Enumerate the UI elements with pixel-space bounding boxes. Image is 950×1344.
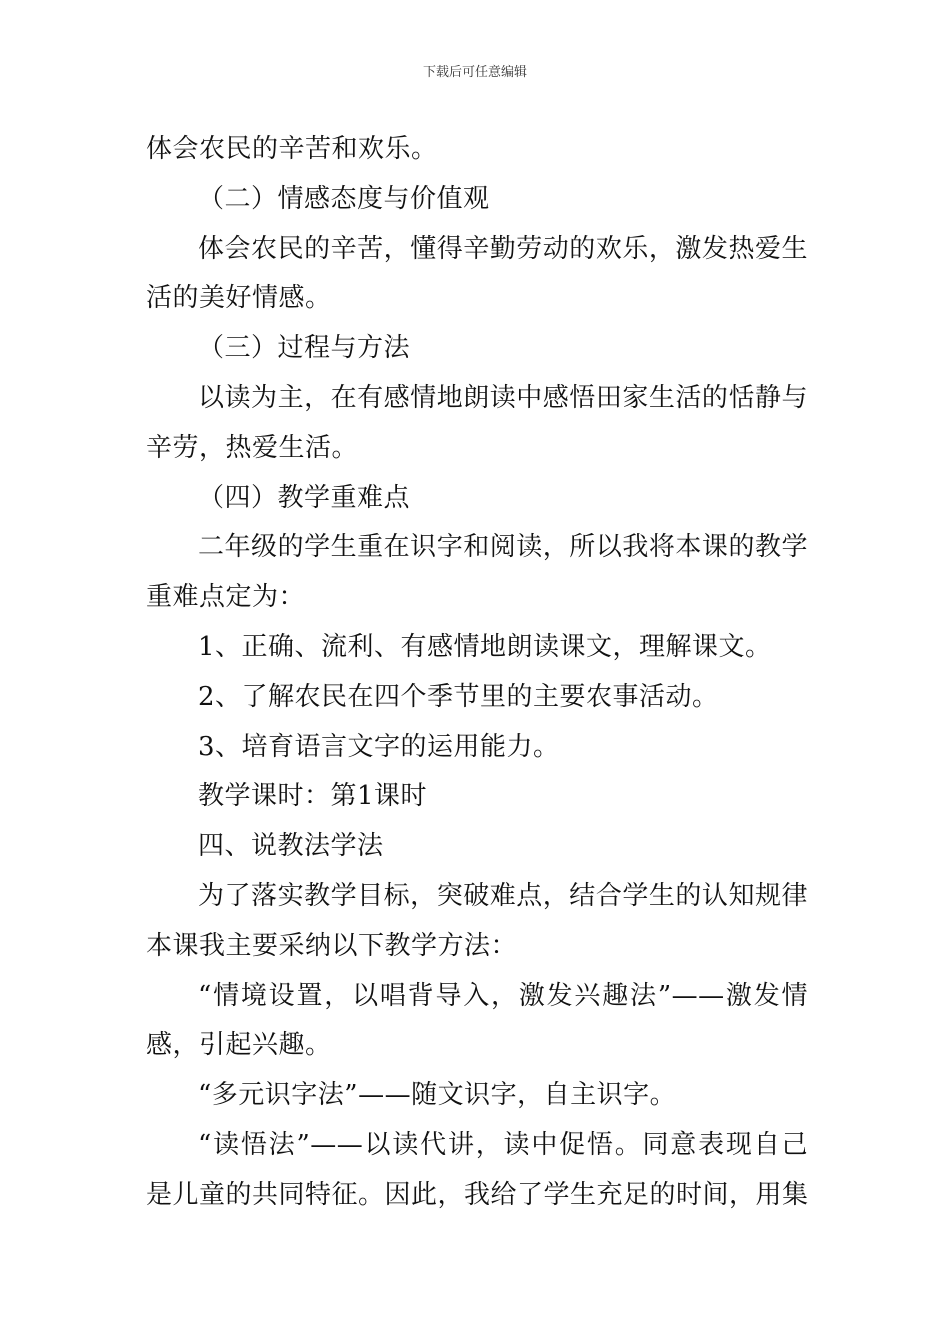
list-item: 1、正确、流利、有感情地朗读课文，理解课文。 <box>198 631 772 662</box>
text-line: 为了落实教学目标，突破难点，结合学生的认知规律 <box>198 880 808 911</box>
text-line: 本课我主要采纳以下教学方法： <box>146 930 518 961</box>
list-item: 3、培育语言文字的运用能力。 <box>198 731 560 762</box>
text-line: 辛劳，热爱生活。 <box>146 432 359 463</box>
list-item: 2、了解农民在四个季节里的主要农事活动。 <box>198 681 719 712</box>
text-line: 二年级的学生重在识字和阅读，所以我将本课的教学 <box>198 532 808 563</box>
text-line: 活的美好情感。 <box>146 283 332 314</box>
text-line: 是儿童的共同特征。因此，我给了学生充足的时间，用集 <box>146 1179 809 1210</box>
text-line: “读悟法”——以读代讲，读中促悟。同意表现自己 <box>198 1129 808 1160</box>
section-heading: （三）过程与方法 <box>198 333 411 364</box>
document-body <box>146 125 808 1221</box>
section-heading: （四）教学重难点 <box>198 482 411 513</box>
page-header-note: 下载后可任意编辑 <box>422 65 527 80</box>
text-line: 感，引起兴趣。 <box>146 1030 332 1061</box>
text-line: 体会农民的辛苦，懂得辛勤劳动的欢乐，激发热爱生 <box>198 233 808 264</box>
text-line: 重难点定为： <box>146 582 306 613</box>
text-line: “多元识字法”——随文识字，自主识字。 <box>198 1080 677 1111</box>
text-line: 教学课时：第1课时 <box>198 781 428 812</box>
text-line: 以读为主，在有感情地朗读中感悟田家生活的恬静与 <box>198 382 808 413</box>
section-heading: 四、说教法学法 <box>198 831 384 862</box>
text-line: “情境设置，以唱背导入，激发兴趣法”——激发情 <box>198 980 808 1011</box>
section-heading: （二）情感态度与价值观 <box>198 183 490 214</box>
text-line: 体会农民的辛苦和欢乐。 <box>146 134 438 164</box>
